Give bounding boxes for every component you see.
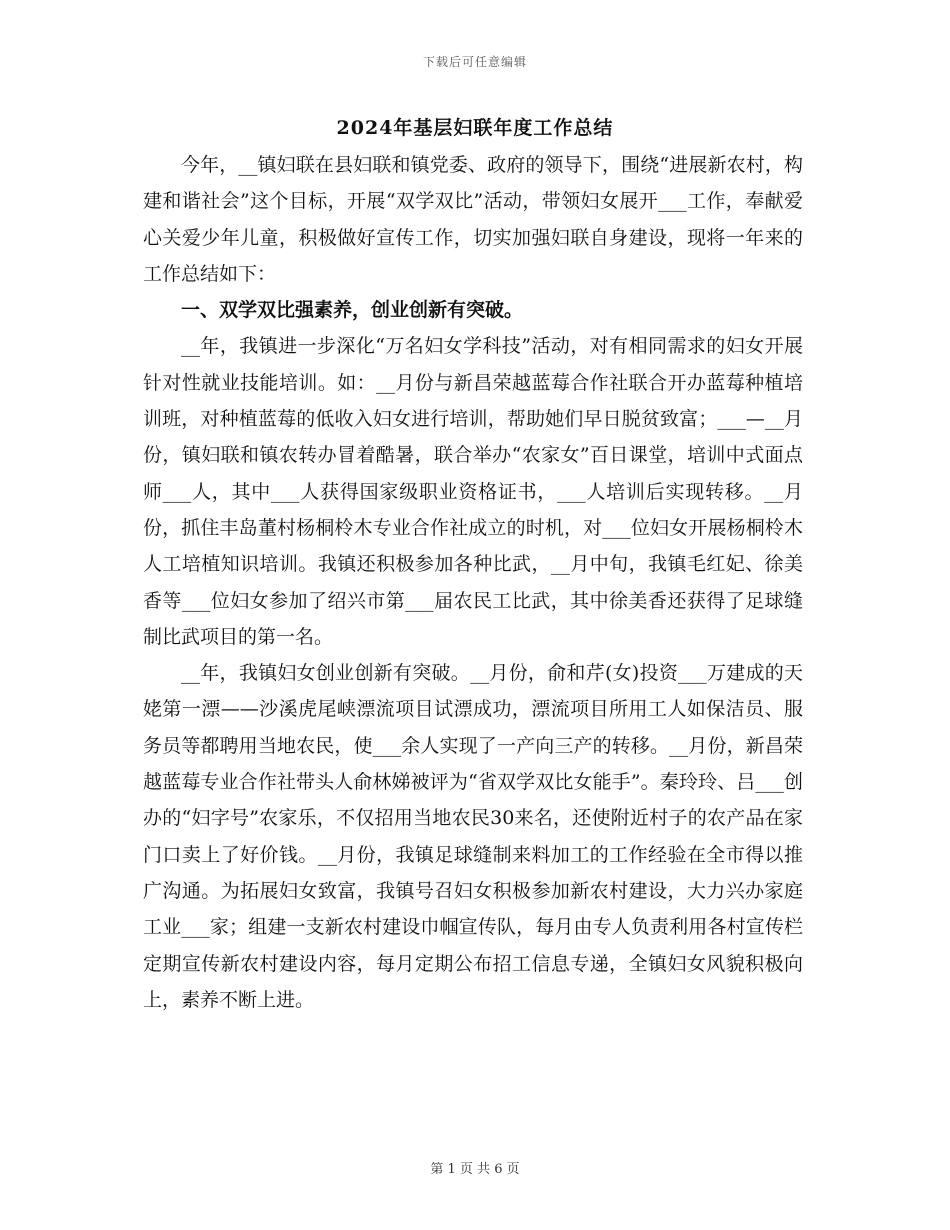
body-paragraph: __年，我镇妇女创业创新有突破。__月份，俞和芹(女)投资___万建成的天姥第一漂——沙溪虎尾峡漂流项目试漂成功，漂流项目所用工人如保洁员、服务员等都聘用当地农民，使___余人实现了一产向三产的转移。__月份，新昌荣越蓝莓专业合作社带头人俞林娣被评为“省双学双比女能手”。秦玲玲、吕___创办的“妇字号”农家乐，不仅招用当地农民30来名，还使附近村子的农产品在家门口卖上了好价钱。__月份，我镇足球缝制来料加工的工作经验在全市得以推广沟通。为拓展妇女致富，我镇号召妇女积极参加新农村建设，大力兴办家庭工业___家；组建一支新农村建设巾帼宣传队，每月由专人负责利用各村宣传栏定期宣传新农村建设内容，每月定期公布招工信息专递，全镇妇女风貌积极向上，素养不断上进。 <box>143 662 803 1011</box>
page-header-note: 下载后可任意编辑 <box>422 55 527 69</box>
body-paragraph: __年，我镇进一步深化“万名妇女学科技”活动，对有相同需求的妇女开展针对性就业技能培训。如：__月份与新昌荣越蓝莓合作社联合开办蓝莓种植培训班，对种植蓝莓的低收入妇女进行培训，帮助她们早日脱贫致富；___—__月份，镇妇联和镇农转办冒着酷暑，联合举办“农家女”百日课堂，培训中式面点师___人，其中___人获得国家级职业资格证书，___人培训后实现转移。__月份，抓住丰岛董村杨桐柃木专业合作社成立的时机，对___位妇女开展杨桐柃木人工培植知识培训。我镇还积极参加各种比武，__月中旬，我镇毛红妃、徐美香等___位妇女参加了绍兴市第___届农民工比武，其中徐美香还获得了足球缝制比武项目的第一名。 <box>143 335 803 648</box>
intro-paragraph: 今年，__镇妇联在县妇联和镇党委、政府的领导下，围绕“进展新农村，构建和谐社会”这个目标，开展“双学双比”活动，带领妇女展开___工作，奉献爱心关爱少年儿童，积极做好宣传工作，切实加强妇联自身建设，现将一年来的工作总结如下： <box>143 154 803 285</box>
section-heading: 一、双学双比强素养，创业创新有突破。 <box>181 299 524 322</box>
page-number: 第 1 页 共 6 页 <box>430 1162 520 1177</box>
document-title: 2024年基层妇联年度工作总结 <box>336 117 614 139</box>
document-body <box>143 147 803 1018</box>
